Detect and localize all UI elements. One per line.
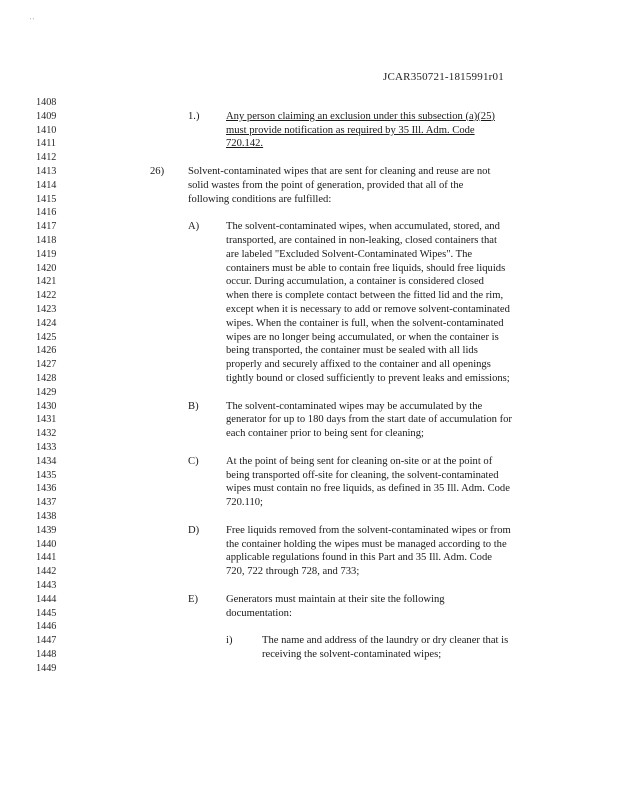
line-number: 1442 bbox=[36, 566, 57, 578]
line-number: 1438 bbox=[36, 511, 57, 522]
line-text: generator for up to 180 days from the start date of accumulation for bbox=[226, 414, 512, 426]
line-number: 1426 bbox=[36, 345, 57, 357]
line-text: wipes must contain no free liquids, as defined in 35 Ill. Adm. Code bbox=[226, 483, 510, 495]
line-number: 1414 bbox=[36, 179, 57, 191]
line-text: Free liquids removed from the solvent-contaminated wipes or from bbox=[226, 524, 511, 536]
text-line bbox=[0, 304, 618, 316]
line-text: except when it is necessary to add or remove solvent-contaminated bbox=[226, 304, 510, 315]
line-number: 1446 bbox=[36, 621, 57, 633]
item-label: 1.) bbox=[188, 110, 200, 122]
line-number: 1435 bbox=[36, 469, 57, 481]
text-line bbox=[0, 649, 618, 661]
text-line bbox=[0, 207, 618, 219]
line-text: wipes. When the container is full, when the solvent-contaminated bbox=[226, 317, 504, 329]
line-number: 1424 bbox=[36, 317, 57, 329]
line-text: 720.110; bbox=[226, 497, 263, 509]
line-text: properly and securely affixed to the container and all openings bbox=[226, 359, 491, 371]
item-label: B) bbox=[188, 400, 199, 412]
text-line bbox=[0, 552, 618, 564]
text-line bbox=[0, 663, 618, 675]
line-number: 1432 bbox=[36, 428, 57, 440]
line-number: 1429 bbox=[36, 386, 57, 398]
line-text: tightly bound or closed sufficiently to prevent leaks and emissions; bbox=[226, 373, 510, 384]
line-number: 1408 bbox=[36, 97, 57, 108]
line-text: Any person claiming an exclusion under this subsection (a)(25) bbox=[226, 110, 495, 122]
line-text: receiving the solvent-contaminated wipes; bbox=[262, 649, 442, 660]
line-text: applicable regulations found in this Part and 35 Ill. Adm. Code bbox=[226, 552, 492, 564]
text-line bbox=[0, 635, 618, 647]
line-text: are labeled "Excluded Solvent-Contaminated Wipes". The bbox=[226, 248, 473, 260]
line-number: 1420 bbox=[36, 262, 57, 274]
line-text: The name and address of the laundry or dry cleaner that is bbox=[262, 635, 509, 647]
text-line bbox=[0, 290, 618, 302]
text-line bbox=[0, 373, 618, 385]
line-text: containers must be able to contain free liquids, should free liquids bbox=[226, 262, 506, 274]
line-number: 1445 bbox=[36, 607, 57, 619]
text-line bbox=[0, 194, 618, 206]
line-number: 1431 bbox=[36, 414, 57, 426]
text-line bbox=[0, 166, 618, 178]
line-text: being transported off-site for cleaning, the solvent-contaminated bbox=[226, 469, 499, 481]
text-line bbox=[0, 138, 618, 150]
line-number: 1423 bbox=[36, 304, 57, 315]
line-number: 1427 bbox=[36, 359, 57, 371]
line-number: 1434 bbox=[36, 455, 57, 467]
line-number: 1418 bbox=[36, 235, 57, 246]
line-number: 1417 bbox=[36, 221, 57, 233]
text-line bbox=[0, 428, 618, 440]
line-number: 1441 bbox=[36, 552, 57, 564]
line-number: 1447 bbox=[36, 635, 57, 647]
text-line bbox=[0, 580, 618, 592]
line-number: 1410 bbox=[36, 124, 57, 136]
text-line bbox=[0, 594, 618, 606]
line-number: 1425 bbox=[36, 331, 57, 343]
line-text: occur. During accumulation, a container is considered closed bbox=[226, 276, 484, 288]
line-text: The solvent-contaminated wipes, when accumulated, stored, and bbox=[226, 221, 500, 233]
text-line bbox=[0, 276, 618, 288]
line-text: being transported, the container must be sealed with all lids bbox=[226, 345, 478, 357]
line-text: transported, are contained in non-leaking, closed containers that bbox=[226, 235, 497, 246]
line-number: 1444 bbox=[36, 593, 57, 605]
line-number: 1443 bbox=[36, 580, 57, 591]
line-text: 720.142. bbox=[226, 138, 264, 150]
line-number: 1415 bbox=[36, 193, 57, 205]
line-text: Solvent-contaminated wipes that are sent for cleaning and reuse are not bbox=[188, 166, 491, 177]
line-text: At the point of being sent for cleaning on-site or at the point of bbox=[226, 455, 493, 467]
text-line bbox=[0, 566, 618, 578]
item-label: D) bbox=[188, 524, 200, 536]
text-line bbox=[0, 125, 618, 137]
item-label: 26) bbox=[150, 166, 165, 177]
line-text: wipes are no longer being accumulated, or when the container is bbox=[226, 331, 499, 343]
line-number: 1448 bbox=[36, 649, 57, 660]
text-line bbox=[0, 414, 618, 426]
text-line bbox=[0, 332, 618, 344]
line-number: 1437 bbox=[36, 497, 57, 509]
line-number: 1449 bbox=[36, 662, 57, 674]
text-line bbox=[0, 111, 618, 123]
text-line bbox=[0, 456, 618, 468]
line-number: 1440 bbox=[36, 538, 57, 550]
line-number: 1421 bbox=[36, 276, 57, 288]
text-line bbox=[0, 539, 618, 551]
line-text: The solvent-contaminated wipes may be accumulated by the bbox=[226, 400, 483, 412]
text-line bbox=[0, 249, 618, 261]
line-number: 1412 bbox=[36, 152, 57, 164]
item-label: i) bbox=[226, 635, 233, 647]
line-number: 1413 bbox=[36, 166, 57, 177]
item-label: A) bbox=[188, 221, 200, 233]
line-text: solid wastes from the point of generation, provided that all of the bbox=[188, 179, 464, 191]
text-line bbox=[0, 263, 618, 275]
line-text: when there is complete contact between the fitted lid and the rim, bbox=[226, 290, 504, 302]
line-text: Generators must maintain at their site the following bbox=[226, 593, 445, 605]
line-number: 1416 bbox=[36, 207, 57, 219]
text-line bbox=[0, 152, 618, 164]
text-line bbox=[0, 387, 618, 399]
line-text: each container prior to being sent for cleaning; bbox=[226, 428, 424, 440]
text-line bbox=[0, 608, 618, 620]
text-line bbox=[0, 470, 618, 482]
text-line bbox=[0, 97, 618, 109]
text-line bbox=[0, 621, 618, 633]
line-text: the container holding the wipes must be managed according to the bbox=[226, 538, 507, 550]
line-number: 1428 bbox=[36, 373, 57, 384]
text-line bbox=[0, 497, 618, 509]
text-line bbox=[0, 483, 618, 495]
line-text: must provide notification as required by 35 Ill. Adm. Code bbox=[226, 124, 475, 136]
text-line bbox=[0, 442, 618, 454]
document-id-header: JCAR350721-1815991r01 bbox=[383, 71, 504, 83]
text-line bbox=[0, 525, 618, 537]
line-number: 1430 bbox=[36, 400, 57, 412]
text-line bbox=[0, 401, 618, 413]
line-number: 1436 bbox=[36, 483, 57, 495]
line-text: documentation: bbox=[226, 607, 292, 619]
line-number: 1409 bbox=[36, 110, 57, 122]
text-line bbox=[0, 318, 618, 330]
text-line bbox=[0, 511, 618, 523]
scan-specks: ' ' bbox=[30, 18, 34, 24]
line-number: 1422 bbox=[36, 290, 57, 302]
text-line bbox=[0, 235, 618, 247]
item-label: E) bbox=[188, 593, 198, 605]
line-text: following conditions are fulfilled: bbox=[188, 193, 332, 205]
line-number: 1411 bbox=[36, 138, 56, 150]
text-line bbox=[0, 221, 618, 233]
line-text: 720, 722 through 728, and 733; bbox=[226, 566, 360, 578]
text-line bbox=[0, 359, 618, 371]
item-label: C) bbox=[188, 455, 199, 467]
text-line bbox=[0, 180, 618, 192]
line-number: 1433 bbox=[36, 442, 57, 453]
line-number: 1439 bbox=[36, 524, 57, 536]
text-line bbox=[0, 345, 618, 357]
line-number: 1419 bbox=[36, 248, 57, 260]
